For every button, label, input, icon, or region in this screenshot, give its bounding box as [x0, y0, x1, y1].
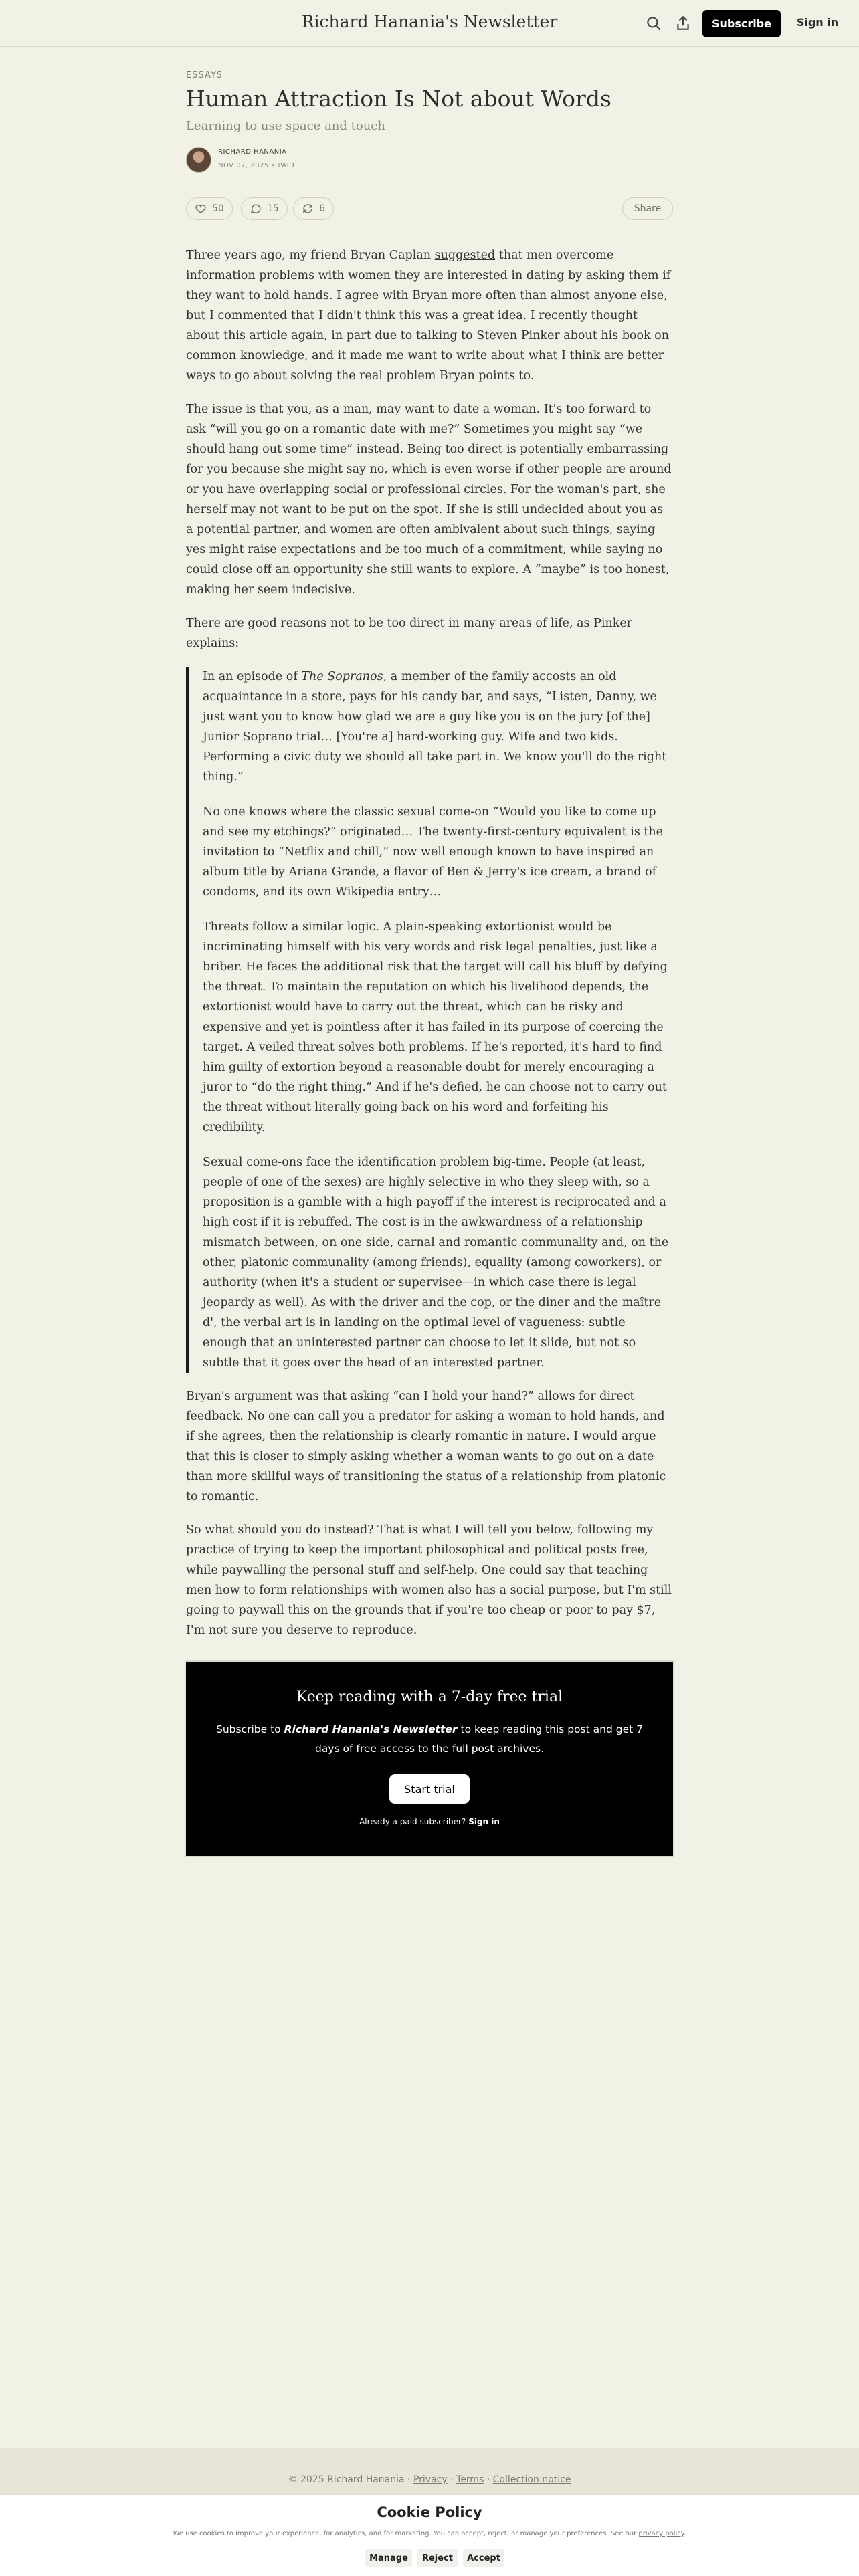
paywall-text: Subscribe to Richard Hanania's Newsletter to keep reading this post and get 7 days of free access to the full post archives. — [216, 1723, 643, 1755]
cookie-privacy-link[interactable]: privacy policy — [638, 2530, 684, 2537]
share-upload-icon[interactable] — [674, 15, 692, 32]
paragraph: Bryan's argument was that asking “can I hold your hand?” allows for direct feedback. No one can call you a predator for asking a woman to hold hands, and if she agrees, then the relationship is clearly romantic in nature. I would argue that this is closer to simply asking whether a woman wants to go out on a date than more skillful ways of transitioning the status of a relationship from platonic to romantic. — [186, 1390, 666, 1503]
cookie-accept-button[interactable]: Accept — [463, 2549, 504, 2567]
start-trial-button[interactable]: Start trial — [389, 1774, 470, 1804]
like-count: 50 — [212, 203, 224, 214]
quote-paragraph: Sexual come-ons face the identification problem big-time. People (at least, people of one of the sexes) are highly selective in who they sleep with, so a proposition is a gamble with a high payoff if the interest is reciprocated and a high cost if it is rebuffed. The cost is in the awkwardness of a relationship mismatch between, on one side, carnal and romantic communality and, on the other, platonic communality (among friends), equality (among coworkers), or authority (when it's a student or supervisee—in which case there is legal jeopardy as well). As with the driver and the cop, or the diner and the maître d', the verbal art is in landing on the optimal level of vagueness: subtle enough that an uninterested partner can choose to let it slide, but not so subtle that it goes over the head of an interested partner. — [203, 1156, 669, 1370]
author-name[interactable]: RICHARD HANANIA — [218, 148, 287, 156]
cookie-manage-button[interactable]: Manage — [365, 2549, 412, 2567]
share-button[interactable]: Share — [622, 197, 673, 220]
paragraph: Three years ago, my friend Bryan Caplan suggested that men overcome information problems with women they are interested in dating by asking them if they want to hold hands. I agree with Bryan more often than almost anyone else, but I commented that I didn't think this was a great idea. I recently thought about this article again, in part due to talking to Steven Pinker about his book on common knowledge, and it made me want to write about what I think are better ways to go about solving the real problem Bryan points to. — [186, 249, 671, 383]
publication-title[interactable]: Richard Hanania's Newsletter — [301, 12, 558, 31]
collection-notice-link[interactable]: Collection notice — [492, 2474, 571, 2485]
paragraph: So what should you do instead? That is what I will tell you below, following my practice of trying to keep the important philosophical and political posts free, while paywalling the personal stuff and self-help. One could say that teaching men how to form relationships with women also has a social purpose, but I'm still going to paywall this on the grounds that if you're too cheap or poor to pay $7, I'm not sure you deserve to reproduce. — [186, 1523, 672, 1637]
cookie-banner — [0, 2494, 859, 2576]
footer-links: © 2025 Richard Hanania · Privacy · Terms · Collection notice — [288, 2474, 571, 2485]
author-avatar[interactable] — [186, 147, 211, 173]
restack-icon — [302, 203, 314, 215]
heart-icon — [195, 203, 207, 215]
suggested-link[interactable]: suggested — [434, 249, 496, 262]
subscribe-button[interactable]: Subscribe — [702, 10, 781, 37]
paragraph: There are good reasons not to be too direct in many areas of life, as Pinker explains: — [186, 617, 633, 650]
post-title: Human Attraction Is Not about Words — [186, 86, 611, 112]
paywall-box — [186, 1662, 673, 1856]
commented-link[interactable]: commented — [217, 309, 288, 322]
comment-icon — [250, 203, 262, 215]
quote-paragraph: No one knows where the classic sexual come-on “Would you like to come up and see my etchings?” originated… The twenty-first-century equivalent is the invitation to “Netflix and chill,” now well enough known to have inspired an album title by Ariana Grande, a flavor of Ben & Jerry's ice cream, a brand of condoms, and its own Wikipedia entry… — [203, 805, 664, 899]
blockquote — [186, 667, 673, 1373]
restack-count: 6 — [319, 203, 325, 214]
terms-link[interactable]: Terms — [456, 2474, 484, 2485]
like-button[interactable] — [186, 197, 233, 220]
restack-button[interactable] — [293, 197, 334, 220]
post-date: NOV 07, 2025 • PAID — [218, 162, 295, 169]
cookie-title: Cookie Policy — [377, 2504, 482, 2520]
pinker-link[interactable]: talking to Steven Pinker — [415, 329, 560, 342]
post-body — [186, 245, 673, 1654]
privacy-link[interactable]: Privacy — [413, 2474, 448, 2485]
paywall-title: Keep reading with a 7-day free trial — [296, 1689, 563, 1705]
quote-paragraph: Threats follow a similar logic. A plain-speaking extortionist would be incriminating himself with his very words and risk legal penalties, just like a briber. He faces the additional risk that the target will call his bluff by defying the threat. To maintain the reputation on which his livelihood depends, the extortionist would have to carry out the threat, which can be risky and expensive and yet is pointless after it has failed in its purpose of coercing the target. A veiled threat solves both problems. If he's reported, it's hard to find him guilty of extortion beyond a reasonable doubt for merely encouraging a juror to “do the right thing.” And if he's defied, he can choose not to carry out the threat without literally going back on his word and forfeiting his credibility. — [203, 920, 668, 1134]
post-category[interactable]: ESSAYS — [186, 70, 223, 80]
top-bar — [0, 0, 859, 47]
sign-in-link[interactable]: Sign in — [796, 16, 839, 29]
cookie-text: We use cookies to improve your experience, for analytics, and for marketing. You can accept, reject, or manage your preferences. See our privacy policy. — [173, 2530, 686, 2537]
comment-count: 15 — [267, 203, 279, 214]
cookie-reject-button[interactable]: Reject — [417, 2549, 458, 2567]
quote-paragraph: In an episode of The Sopranos, a member of the family accosts an old acquaintance in a store, pays for his candy bar, and says, “Listen, Danny, we just want you to know how glad we are a guy like you is on the jury [of the] Junior Soprano trial… [You're a] hard-working guy. Wife and two kids. Performing a civic duty we should all take part in. We know you'll do the right thing.” — [203, 670, 667, 784]
comments-button[interactable] — [241, 197, 288, 220]
post-subtitle: Learning to use space and touch — [186, 119, 385, 133]
paragraph: The issue is that you, as a man, may want to date a woman. It's too forward to ask “will you go on a romantic date with me?” Sometimes you might say “we should hang out some time” instead. Being too direct is potentially embarrassing for you because she might say no, which is even worse if other people are around or you have overlapping social or professional circles. For the woman's part, she herself may not want to be put on the spot. If she is still undecided about you as a potential partner, and women are often ambivalent about such things, saying yes might raise expectations and be too much of a commitment, while saying no could close off an opportunity she still wants to explore. A “maybe” is too honest, making her seem indecisive. — [186, 403, 672, 597]
search-icon[interactable] — [645, 15, 662, 32]
footer — [0, 2448, 859, 2494]
paid-subscriber-line: Already a paid subscriber? Sign in — [359, 1817, 500, 1826]
paywall-sign-in-link[interactable]: Sign in — [468, 1817, 500, 1826]
